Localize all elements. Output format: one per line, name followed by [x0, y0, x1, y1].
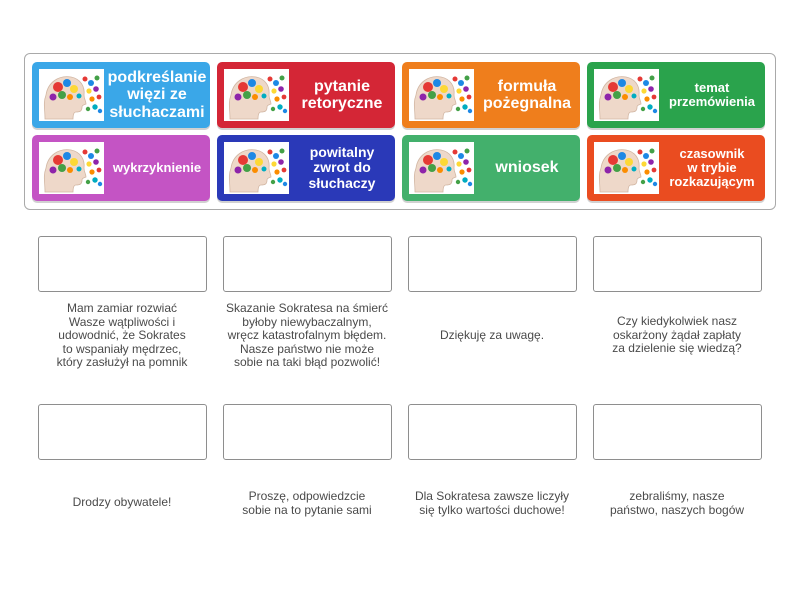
answer-card-label: wykrzyknienie: [112, 159, 202, 175]
answer-card[interactable]: [217, 135, 395, 201]
prompt-text: Skazanie Sokratesa na śmierć byłoby niewybaczalnym, wręcz katastrofalnym błędem. Nasze państwo nie może sobie na taki błąd pozwolić!: [225, 301, 389, 369]
prompt-text: zebraliśmy, nasze państwo, naszych bogów: [609, 489, 745, 517]
speaking-head-icon: [224, 142, 289, 194]
answer-card[interactable]: [32, 135, 210, 201]
speaking-head-icon: [594, 142, 659, 194]
answer-card[interactable]: [217, 62, 395, 128]
answer-card-label: pytanie retoryczne: [301, 77, 383, 112]
answer-card-label: podkreślanie więzi ze słuchaczami: [107, 69, 207, 121]
prompt-text: Dla Sokratesa zawsze liczyły się tylko wartości duchowe!: [414, 489, 570, 517]
drop-zone[interactable]: [593, 404, 762, 460]
drop-zone[interactable]: [593, 236, 762, 292]
drop-zone[interactable]: [408, 236, 577, 292]
prompt-text: Proszę, odpowiedzcie sobie na to pytanie sami: [242, 489, 372, 517]
answer-card-label: czasownik w trybie rozkazującym: [669, 145, 755, 190]
answer-card[interactable]: [587, 62, 765, 128]
answer-card-label: wniosek: [495, 159, 559, 177]
speaking-head-icon: [409, 69, 474, 121]
prompt-text: Dziękuję za uwagę.: [439, 328, 545, 342]
drop-zone[interactable]: [223, 236, 392, 292]
prompt-text: Mam zamiar rozwiać Wasze wątpliwości i udowodnić, że Sokrates to wspaniały mędrzec, który zasłużył na pomnik: [56, 301, 188, 369]
speaking-head-icon: [409, 142, 474, 194]
answer-card-label: formuła pożegnalna: [482, 77, 571, 112]
prompt-text: Czy kiedykolwiek nasz oskarżony żądał zapłaty za dzielenie się wiedzą?: [612, 314, 742, 355]
drop-zone[interactable]: [223, 404, 392, 460]
speaking-head-icon: [39, 142, 104, 194]
speaking-head-icon: [39, 69, 104, 121]
answer-card[interactable]: [402, 62, 580, 128]
drop-zone[interactable]: [408, 404, 577, 460]
speaking-head-icon: [224, 69, 289, 121]
answer-card[interactable]: [32, 62, 210, 128]
prompt-text: Drodzy obywatele!: [72, 495, 172, 509]
answer-card[interactable]: [402, 135, 580, 201]
drop-zone[interactable]: [38, 236, 207, 292]
answer-card[interactable]: [587, 135, 765, 201]
drop-zone[interactable]: [38, 404, 207, 460]
answer-card-label: temat przemówienia: [669, 79, 755, 109]
answer-card-label: powitalny zwrot do słuchaczy: [308, 144, 376, 191]
speaking-head-icon: [594, 69, 659, 121]
